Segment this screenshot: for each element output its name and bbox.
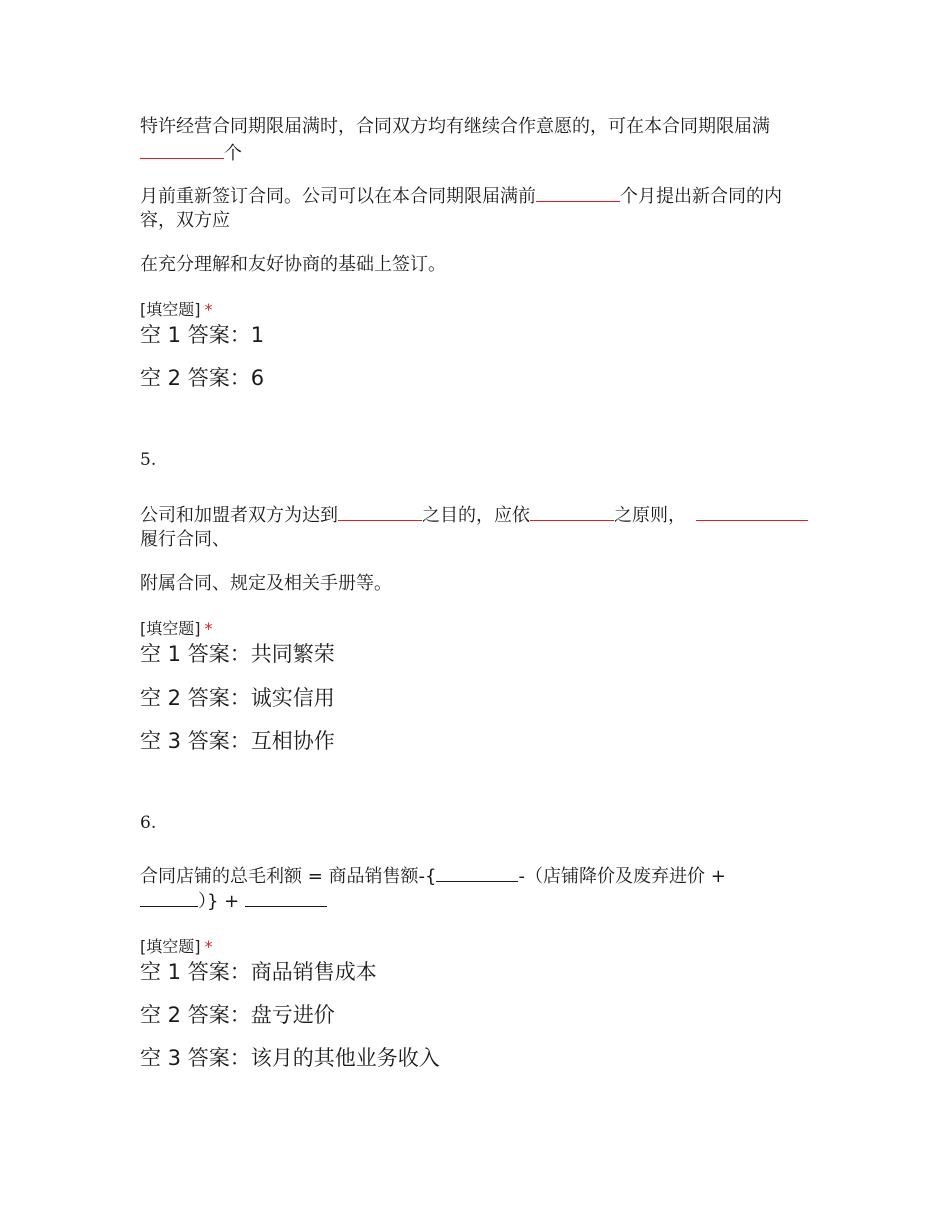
q4-blank-1[interactable]: [140, 141, 224, 159]
answer-label: 空 1 答案：: [140, 642, 251, 666]
q6-text-line-1: [140, 864, 726, 889]
q5-type-label: [140, 616, 213, 639]
answer-label: 空 1 答案：: [140, 323, 251, 347]
q5-text-line-2: [140, 528, 230, 552]
required-mark: *: [204, 619, 213, 638]
q6-answer-1: [140, 958, 377, 986]
q5-number: 5.: [140, 450, 157, 470]
answer-label: 空 2 答案：: [140, 1003, 251, 1027]
answer-label: 空 1 答案：: [140, 960, 251, 984]
question-type: [填空题]: [140, 937, 201, 956]
answer-value: 6: [250, 366, 265, 390]
q6-blank-3[interactable]: [245, 889, 327, 907]
q5-text-line-1: [140, 503, 808, 528]
q6-answer-2: [140, 1001, 335, 1029]
q5-answer-3: [140, 727, 335, 755]
q4-text: 在充分理解和友好协商的基础上签订。: [140, 254, 446, 275]
answer-label: 空 2 答案：: [140, 686, 251, 710]
q6-blank-2[interactable]: [140, 889, 198, 907]
q4-blank-2[interactable]: [536, 184, 620, 202]
answer-value: 1: [250, 323, 265, 347]
answer-value: 互相协作: [250, 729, 335, 753]
q4-text: 个月提出新合同的内: [620, 186, 782, 207]
q5-text: 公司和加盟者双方为达到: [140, 505, 338, 526]
answer-value: 诚实信用: [250, 686, 335, 710]
answer-label: 空 3 答案：: [140, 1046, 251, 1070]
question-type: [填空题]: [140, 619, 201, 638]
question-type: [填空题]: [140, 300, 201, 319]
q4-answer-2: [140, 364, 264, 392]
q4-text: 容，双方应: [140, 210, 230, 231]
answer-value: 该月的其他业务收入: [250, 1046, 440, 1070]
answer-value: 盘亏进价: [250, 1003, 335, 1027]
q5-text: 之原则，: [614, 505, 686, 526]
answer-value: 商品销售成本: [250, 960, 377, 984]
q4-type-label: [140, 297, 213, 320]
q6-number: 6.: [140, 813, 157, 833]
q4-text-line-1: [140, 115, 770, 139]
q5-blank-1[interactable]: [338, 503, 422, 521]
q4-text-line-2: [140, 141, 242, 166]
q5-blank-2[interactable]: [530, 503, 614, 521]
answer-label: 空 2 答案：: [140, 366, 251, 390]
q5-answer-1: [140, 640, 335, 668]
q4-text-line-5: [140, 253, 446, 277]
q4-text-line-4: [140, 209, 230, 233]
q6-answer-3: [140, 1044, 440, 1072]
answer-value: 共同繁荣: [250, 642, 335, 666]
required-mark: *: [204, 937, 213, 956]
q6-blank-1[interactable]: [436, 864, 518, 882]
q4-answer-1: [140, 321, 264, 349]
q5-text-line-3: [140, 572, 392, 596]
q4-text: 月前重新签订合同。公司可以在本合同期限届满前: [140, 186, 536, 207]
q4-text-line-3: [140, 184, 782, 209]
q5-answer-2: [140, 684, 335, 712]
required-mark: *: [204, 300, 213, 319]
q6-text: ）} +: [198, 891, 240, 912]
q4-text: 特许经营合同期限届满时，合同双方均有继续合作意愿的，可在本合同期限届满: [140, 116, 770, 137]
q5-text: 之目的，应依: [422, 505, 530, 526]
q6-type-label: [140, 934, 213, 957]
q6-text: -（店铺降价及废弃进价 +: [518, 866, 726, 887]
q6-text: 合同店铺的总毛利额 = 商品销售额-{: [140, 866, 437, 887]
q6-text-line-2: [140, 889, 327, 914]
q5-blank-3[interactable]: [696, 503, 808, 521]
q5-text: 附属合同、规定及相关手册等。: [140, 573, 392, 594]
answer-label: 空 3 答案：: [140, 729, 251, 753]
q5-text: 履行合同、: [140, 529, 230, 550]
q4-text: 个: [224, 143, 242, 164]
